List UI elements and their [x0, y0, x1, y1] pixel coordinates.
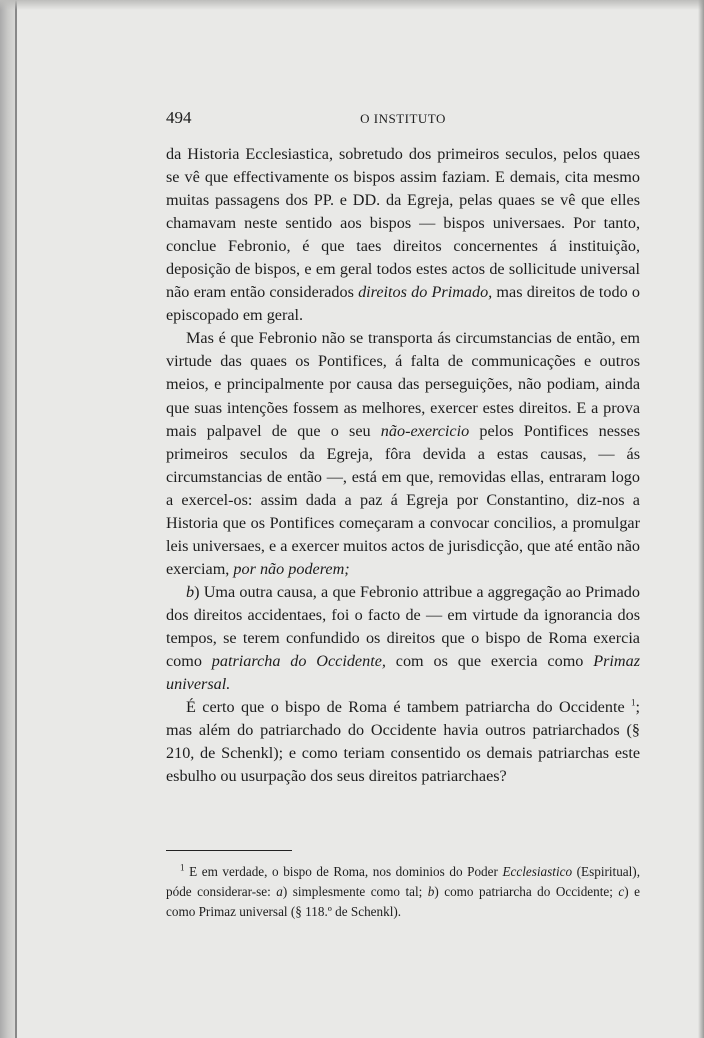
paragraph	[166, 143, 640, 327]
footnote	[166, 862, 640, 922]
italic-text: patriarcha do Occidente,	[211, 652, 386, 671]
text-run: ) simplesmente como tal;	[282, 884, 428, 899]
scan-right-edge	[698, 0, 704, 1038]
text-run: mas direitos de todo o episcopado em geral.	[166, 283, 640, 325]
italic-text: por não poderem;	[233, 559, 350, 578]
italic-text: não-exercicio	[380, 421, 470, 440]
text-run: Mas é que Febronio não se transporta ás circumstancias de então, em virtude das quaes os Pontifices, á falta de communicações e outros meios, e principalmente por causa das perseguições, não podiam, ainda que suas intenções fossem as melhores, exercer estes direitos. E a prova mais palpavel de que o seu	[166, 329, 640, 440]
paragraph	[166, 581, 640, 696]
text-run: ; mas além do patriarchado do Occidente havia outros patriarchados (§ 210, de Schenkl); e como teriam consentido os demais patriarchas este esbulho ou usurpação dos seus direitos patriarchaes?	[166, 698, 640, 786]
italic-text: b	[427, 884, 435, 899]
italic-text: c	[618, 884, 625, 899]
italic-text: b	[186, 582, 195, 601]
text-run: E em verdade, o bispo de Roma, nos dominios do Poder	[184, 864, 503, 879]
paragraph	[166, 327, 640, 581]
page-header	[166, 108, 640, 130]
text-run: com os que exercia como	[385, 652, 594, 671]
footnote-rule	[166, 850, 292, 851]
text-run: da Historia Ecclesiastica, sobretudo dos primeiros seculos, pelos quaes se vê que effectivamente os bispos assim faziam. E demais, cita mesmo muitas passagens dos PP. e DD. da Egreja, pelas quaes se vê que elles chamavam neste sentido aos bispos — bispos universaes. Por tanto, conclue Febronio, é que taes direitos concernentes á instituição, deposição de bispos, e em geral todos estes actos de sollicitude universal não eram então considerados	[166, 145, 640, 302]
italic-text: Ecclesiastico	[502, 864, 573, 879]
text-run: ) e como Primaz universal (§ 118.º de Schenkl).	[166, 884, 640, 919]
text-run: É certo que o bispo de Roma é tambem patriarcha do Occidente	[186, 698, 631, 717]
scan-top-shadow	[0, 0, 704, 10]
italic-text: Primaz universal.	[166, 652, 641, 694]
text-run: (Espiritual), póde considerar-se:	[166, 864, 641, 899]
running-title: O INSTITUTO	[360, 111, 446, 126]
paragraph	[166, 696, 640, 788]
page-binding-edge	[0, 0, 17, 1038]
text-run: ) como patriarcha do Occidente;	[434, 884, 619, 899]
italic-text: direitos do Primado,	[358, 283, 493, 302]
footnote-marker: 1	[631, 697, 636, 708]
body-text	[166, 143, 640, 788]
text-run: ) Uma outra causa, a que Febronio attribue a aggregação ao Primado dos direitos accidentaes, foi o facto de — em virtude da ignorancia dos tempos, se terem confundido os direitos que o bispo de Roma exercia como	[166, 582, 640, 671]
footnotes	[166, 862, 640, 922]
page-number: 494	[166, 108, 192, 127]
footnote-marker: 1	[180, 862, 185, 873]
italic-text: a	[276, 884, 283, 899]
text-run: pelos Pontifices nesses primeiros seculos da Egreja, fôra devida a estas causas, — ás circumstancias de então —, está em que, removidas ellas, entraram logo a exercel-os: assim dada a paz á Egreja por Constantino, diz-nos a Historia que os Pontifices começaram a convocar concilios, a promulgar leis universaes, e a exercer muitos actos de jurisdicção, que até então não exerciam,	[166, 421, 640, 578]
